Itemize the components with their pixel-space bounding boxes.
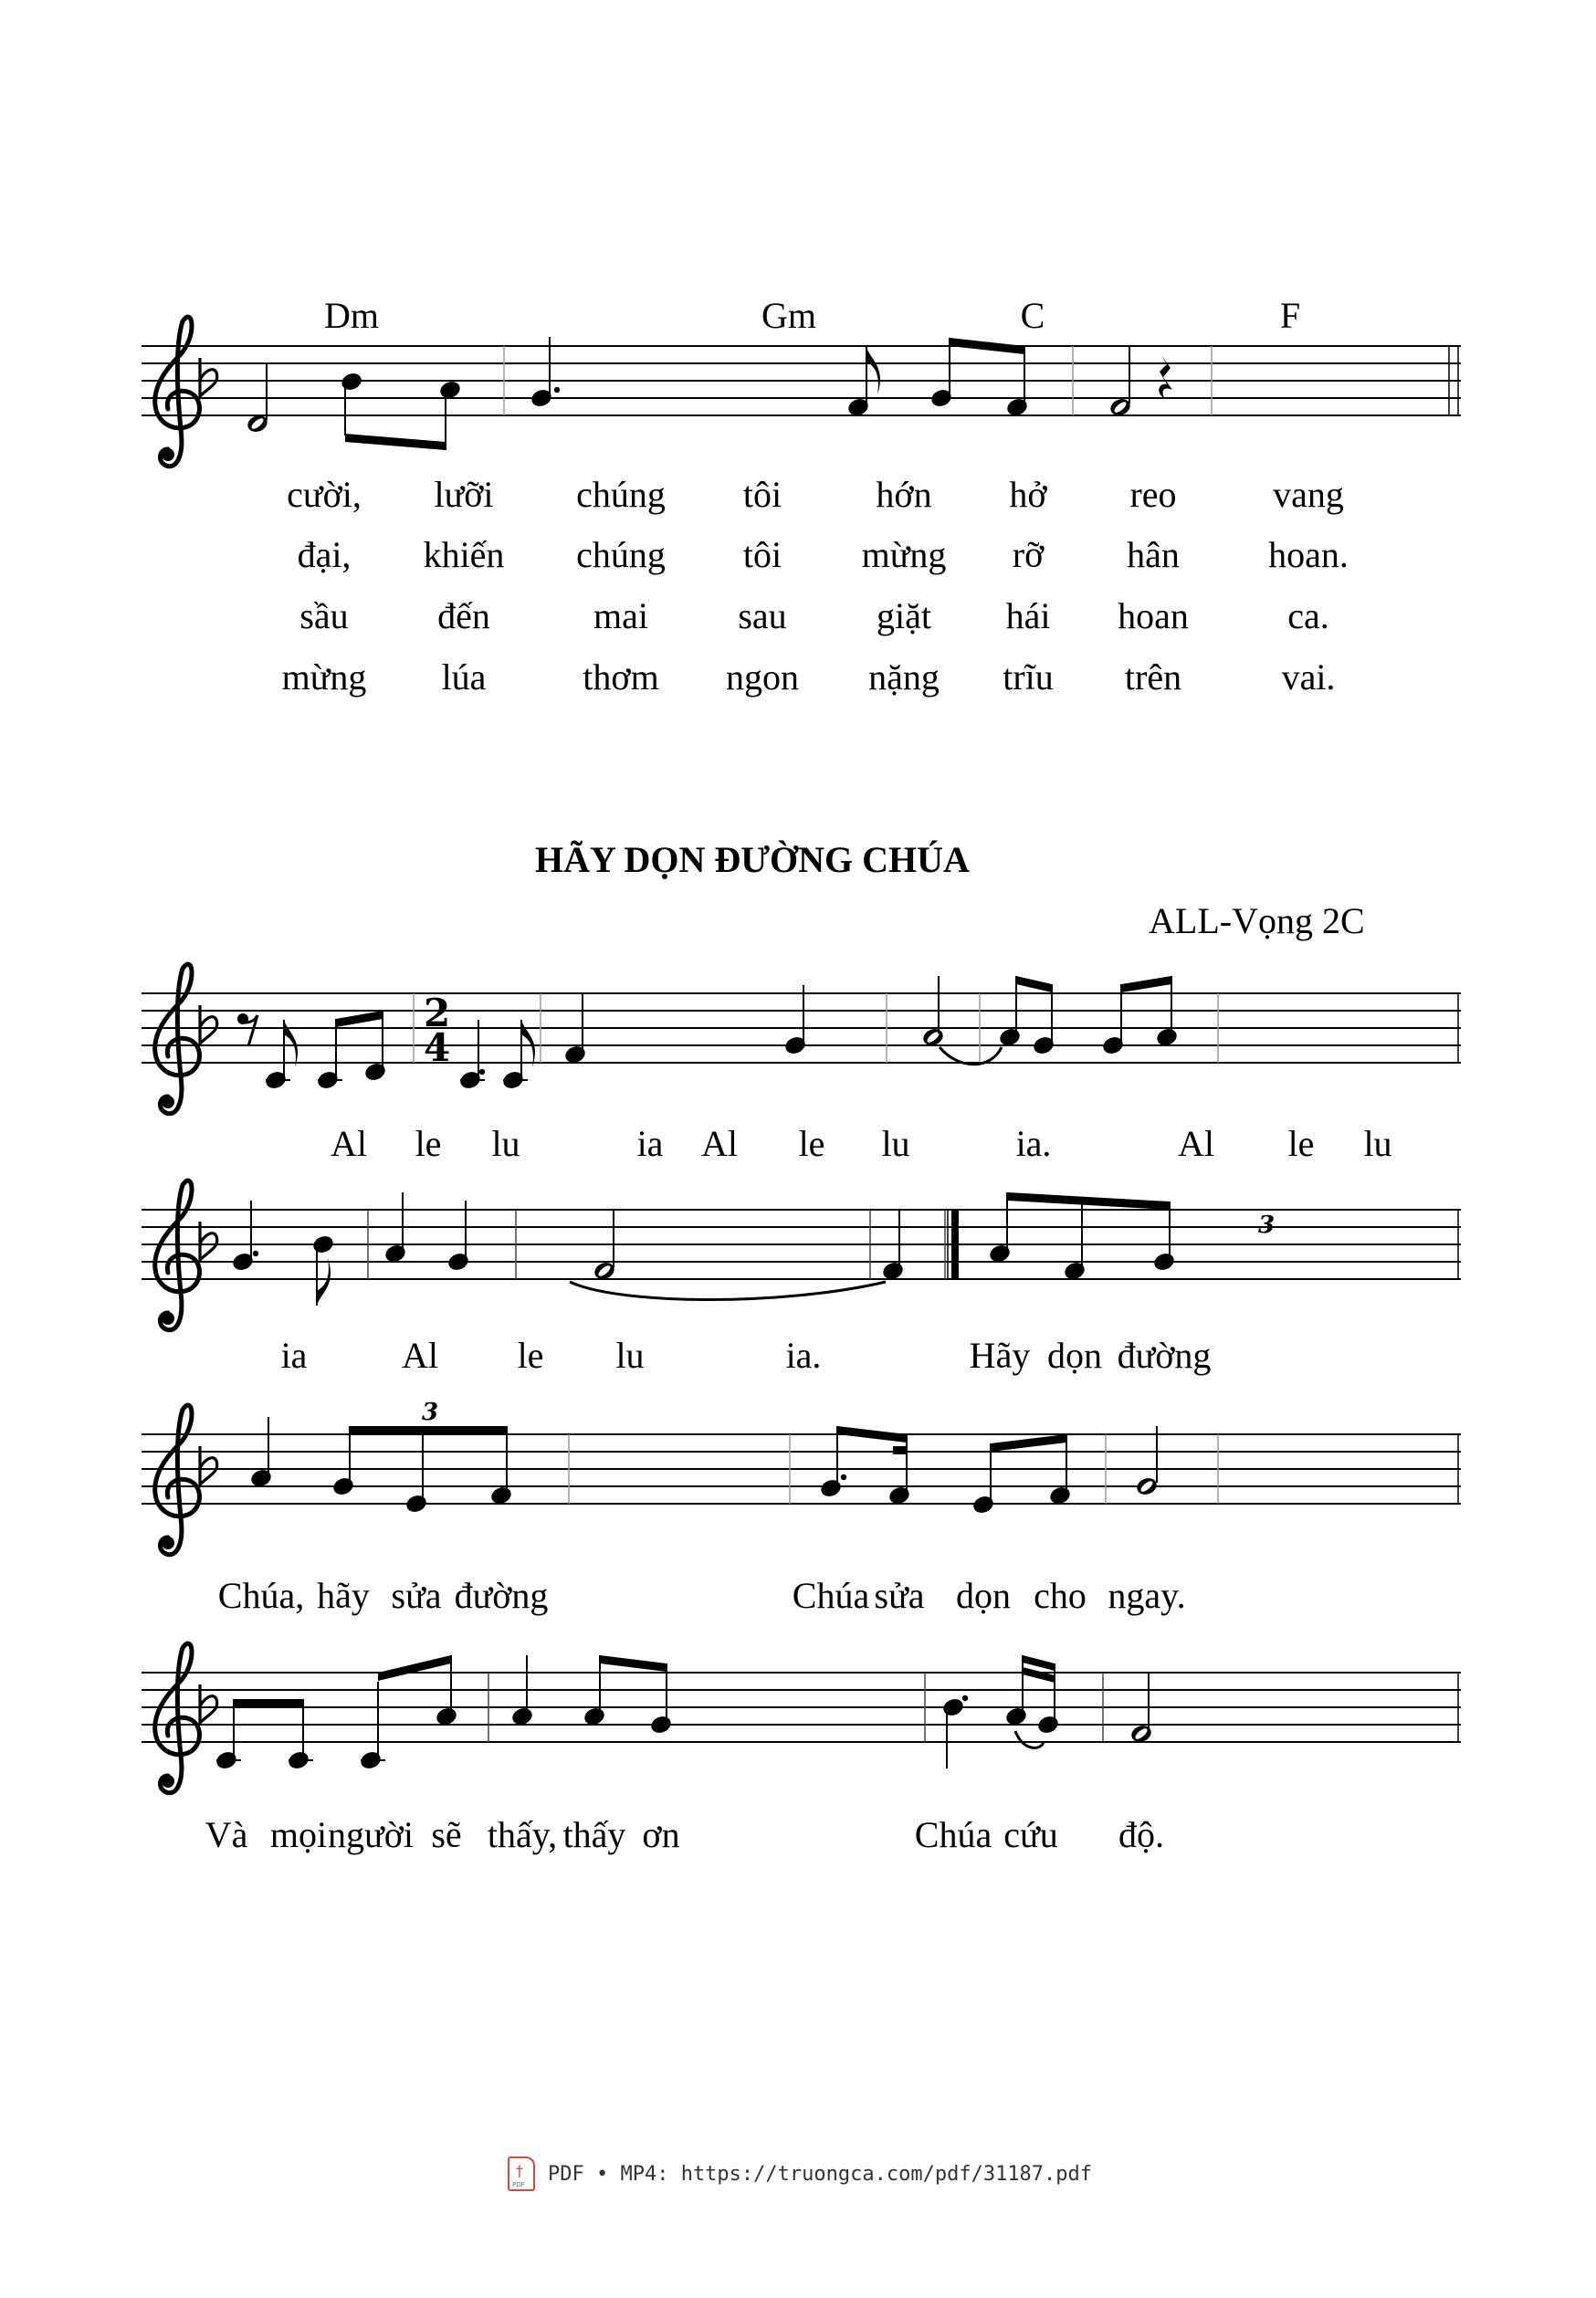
lyric-word: hở (1009, 474, 1047, 515)
lyric-word: hân (1127, 534, 1180, 575)
lyric-word: giặt (877, 595, 931, 636)
lyric-word: thơm (583, 656, 659, 698)
lyric-word: lưỡi (434, 474, 494, 515)
lyric-word: hớn (876, 474, 932, 515)
lyric-word: cười, (287, 474, 362, 515)
lyric-word: chúng (576, 474, 666, 515)
lyric-word: Chúa (792, 1575, 870, 1616)
lyric-word: lu (881, 1123, 910, 1164)
lyric-word: người (328, 1814, 414, 1855)
lyric-word: Al (701, 1123, 738, 1164)
lyric-word: Và (205, 1814, 248, 1855)
lyric-word: lu (615, 1335, 645, 1376)
lyric-word: thấy, (487, 1814, 558, 1855)
song-subtitle: ALL-Vọng 2C (1149, 900, 1365, 941)
lyric-word: rỡ (1012, 534, 1045, 575)
treble-clef-icon (155, 317, 200, 467)
lyric-word: ia. (785, 1335, 822, 1376)
lyric-word: đường (1117, 1335, 1212, 1376)
lyric-word: sau (738, 595, 787, 636)
lyric-word: chúng (576, 534, 666, 575)
pdf-file-icon (508, 2156, 535, 2191)
lyric-word: độ. (1118, 1814, 1164, 1855)
lyric-word: ngay. (1108, 1575, 1186, 1616)
chord-symbol: C (1020, 295, 1045, 336)
lyric-word: mừng (281, 656, 367, 698)
pdf-icon-label: PDF (512, 2181, 525, 2188)
chord-symbol: Gm (761, 295, 816, 336)
lyric-word: trên (1124, 656, 1182, 698)
lyric-word: sửa (391, 1575, 442, 1616)
lyric-word: vai. (1281, 656, 1336, 698)
repeat-bar-icon (951, 1210, 959, 1280)
lyric-word: lúa (441, 656, 487, 698)
lyric-word: hoan (1118, 595, 1189, 636)
time-signature-top: 2 (424, 991, 451, 1035)
lyric-word: nặng (868, 656, 940, 698)
lyric-word: ngon (726, 656, 799, 698)
lyric-word: le (798, 1123, 825, 1164)
lyric-word: mọi (269, 1814, 328, 1855)
lyric-word: sầu (299, 595, 349, 636)
lyric-word: vang (1273, 474, 1344, 515)
lyric-word: đến (437, 595, 490, 636)
lyric-word: le (1287, 1123, 1315, 1164)
lyric-word: mai (593, 595, 648, 636)
lyric-word: đường (454, 1575, 549, 1616)
acrobat-glyph-icon: † (516, 2162, 523, 2179)
lyric-word: ia (636, 1123, 664, 1164)
song-title (0, 838, 1596, 881)
lyric-word: hoan. (1268, 534, 1349, 575)
lyric-word: ia. (1015, 1123, 1052, 1164)
lyric-word: khiến (423, 534, 505, 575)
staff-system-1 (142, 964, 1461, 1114)
lyric-word: Hãy (969, 1335, 1031, 1376)
lyric-word: tôi (742, 474, 782, 515)
lyric-word: sửa (874, 1575, 925, 1616)
time-signature-bottom: 4 (424, 1025, 451, 1070)
lyric-word: tôi (742, 534, 782, 575)
lyric-word: đại, (297, 534, 352, 575)
lyric-word: Al (1178, 1123, 1214, 1164)
lyric-word: ca. (1287, 595, 1329, 636)
lyric-word: hãy (317, 1575, 370, 1616)
lyric-word: Al (331, 1123, 367, 1164)
lyric-word: le (415, 1123, 442, 1164)
footer-text[interactable]: PDF • MP4: https://truongca.com/pdf/31187.pdf (548, 2162, 1093, 2186)
lyric-word: hái (1005, 595, 1051, 636)
lyric-word: lu (491, 1123, 520, 1164)
lyric-word: Chúa, (217, 1575, 305, 1616)
lyric-word: le (517, 1335, 544, 1376)
staff-system-4 (142, 1643, 1461, 1793)
chord-symbol: F (1279, 295, 1301, 336)
chord-symbol: Dm (324, 295, 379, 336)
staff-previous-song (142, 317, 1461, 467)
lyric-word: trĩu (1003, 656, 1054, 698)
footer-link[interactable] (508, 2156, 1092, 2191)
triplet-mark: 3 (1258, 1212, 1276, 1239)
lyric-word: sẽ (431, 1814, 462, 1855)
lyric-word: dọn (1047, 1335, 1102, 1376)
lyric-word: Al (402, 1335, 438, 1376)
lyric-word: ơn (642, 1814, 680, 1855)
song-title-text: HÃY DỌN ĐƯỜNG CHÚA (535, 839, 970, 880)
lyric-word: thấy (562, 1814, 626, 1855)
staff-system-2 (142, 1180, 1461, 1330)
quarter-rest-icon (1159, 355, 1172, 399)
staff-system-3 (142, 1399, 1461, 1555)
lyric-word: cho (1034, 1575, 1087, 1616)
lyric-word: Chúa (914, 1814, 992, 1855)
lyric-word: cứu (1003, 1814, 1058, 1855)
triplet-mark: 3 (422, 1399, 439, 1426)
lyric-word: lu (1363, 1123, 1392, 1164)
lyric-word: dọn (956, 1575, 1011, 1616)
lyric-word: reo (1129, 474, 1177, 515)
lyric-word: mừng (861, 534, 947, 575)
lyric-word: ia (280, 1335, 308, 1376)
